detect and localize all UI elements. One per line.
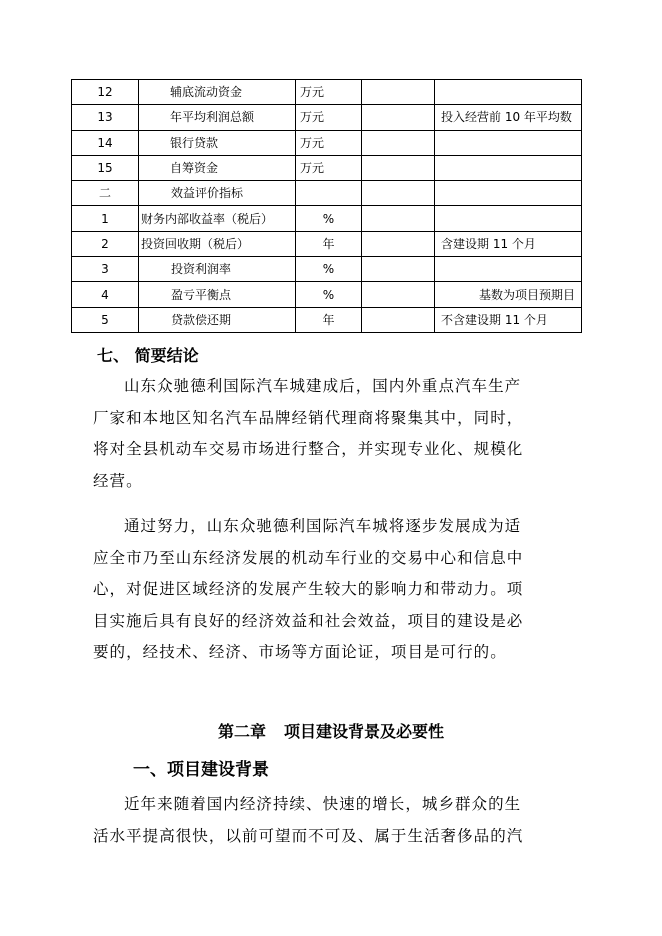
row-number: 3: [72, 257, 139, 282]
row-item: 盈亏平衡点: [139, 282, 296, 307]
chapter-title: [0, 719, 662, 742]
row-note: [435, 181, 582, 206]
row-unit: 万元: [296, 155, 362, 180]
row-note: [435, 80, 582, 105]
row-unit: 万元: [296, 80, 362, 105]
row-item: 贷款偿还期: [139, 307, 296, 332]
row-number: 13: [72, 105, 139, 130]
row-number: 12: [72, 80, 139, 105]
section-heading: 一、项目建设背景: [133, 760, 269, 780]
indicator-table: [71, 79, 582, 333]
table-row: [72, 130, 582, 155]
row-note: 基数为项目预期目: [435, 282, 582, 307]
table-row: [72, 155, 582, 180]
row-number: 15: [72, 155, 139, 180]
paragraph: [93, 371, 563, 497]
paragraph-line: 厂家和本地区知名汽车品牌经销代理商将聚集其中，同时，: [93, 408, 524, 427]
row-item: 投资回收期（税后）: [139, 231, 296, 256]
row-number: 1: [72, 206, 139, 231]
paragraph-line: 经营。: [93, 471, 143, 490]
section-heading: 七、 简要结论: [97, 346, 199, 365]
row-unit: [296, 181, 362, 206]
row-note: [435, 130, 582, 155]
row-item: 财务内部收益率（税后）: [139, 206, 296, 231]
paragraph-line: 通过努力，山东众驰德利国际汽车城将逐步发展成为适: [124, 517, 522, 535]
row-unit: 万元: [296, 105, 362, 130]
row-value: [362, 80, 435, 105]
chapter-name: 项目建设背景及必要性: [284, 722, 445, 741]
row-note: [435, 155, 582, 180]
row-note: [435, 257, 582, 282]
row-number: 4: [72, 282, 139, 307]
table-row: [72, 206, 582, 231]
row-item: 年平均利润总额: [139, 105, 296, 130]
table-row: [72, 181, 582, 206]
table-row: [72, 231, 582, 256]
row-item: 辅底流动资金: [139, 80, 296, 105]
row-value: [362, 206, 435, 231]
table-row: [72, 105, 582, 130]
row-number: 二: [72, 181, 139, 206]
table-row: [72, 282, 582, 307]
row-unit: 年: [296, 231, 362, 256]
row-note: 含建设期 11 个月: [435, 231, 582, 256]
row-number: 2: [72, 231, 139, 256]
row-value: [362, 307, 435, 332]
row-value: [362, 181, 435, 206]
paragraph-line: 心，对促进区域经济的发展产生较大的影响力和带动力。项: [93, 580, 524, 598]
row-value: [362, 105, 435, 130]
paragraph-line: 山东众驰德利国际汽车城建成后，国内外重点汽车生产: [124, 377, 522, 395]
row-number: 5: [72, 307, 139, 332]
row-unit: %: [296, 257, 362, 282]
paragraph-line: 活水平提高很快，以前可望而不可及、属于生活奢侈品的汽: [93, 826, 524, 845]
row-unit: %: [296, 206, 362, 231]
table-row: [72, 257, 582, 282]
table-row: [72, 307, 582, 332]
row-note: 投入经营前 10 年平均数: [435, 105, 582, 130]
row-note: [435, 206, 582, 231]
table-row: [72, 80, 582, 105]
paragraph-line: 将对全县机动车交易市场进行整合，并实现专业化、规模化: [93, 440, 524, 458]
chapter-number: 第二章: [217, 722, 266, 741]
row-item: 自筹资金: [139, 155, 296, 180]
paragraph: [93, 511, 563, 669]
row-value: [362, 155, 435, 180]
paragraph-line: 目实施后具有良好的经济效益和社会效益，项目的建设是必: [93, 611, 524, 630]
row-item: 效益评价指标: [139, 181, 296, 206]
row-value: [362, 282, 435, 307]
paragraph: [93, 789, 563, 852]
row-number: 14: [72, 130, 139, 155]
paragraph-line: 应全市乃至山东经济发展的机动车行业的交易中心和信息中: [93, 548, 524, 567]
paragraph-line: 要的，经技术、经济、市场等方面论证，项目是可行的。: [93, 643, 507, 661]
paragraph-line: 近年来随着国内经济持续、快速的增长，城乡群众的生: [124, 795, 522, 813]
row-value: [362, 257, 435, 282]
row-item: 银行贷款: [139, 130, 296, 155]
row-unit: 年: [296, 307, 362, 332]
row-note: 不含建设期 11 个月: [435, 307, 582, 332]
row-unit: %: [296, 282, 362, 307]
row-value: [362, 231, 435, 256]
row-unit: 万元: [296, 130, 362, 155]
row-item: 投资利润率: [139, 257, 296, 282]
row-value: [362, 130, 435, 155]
